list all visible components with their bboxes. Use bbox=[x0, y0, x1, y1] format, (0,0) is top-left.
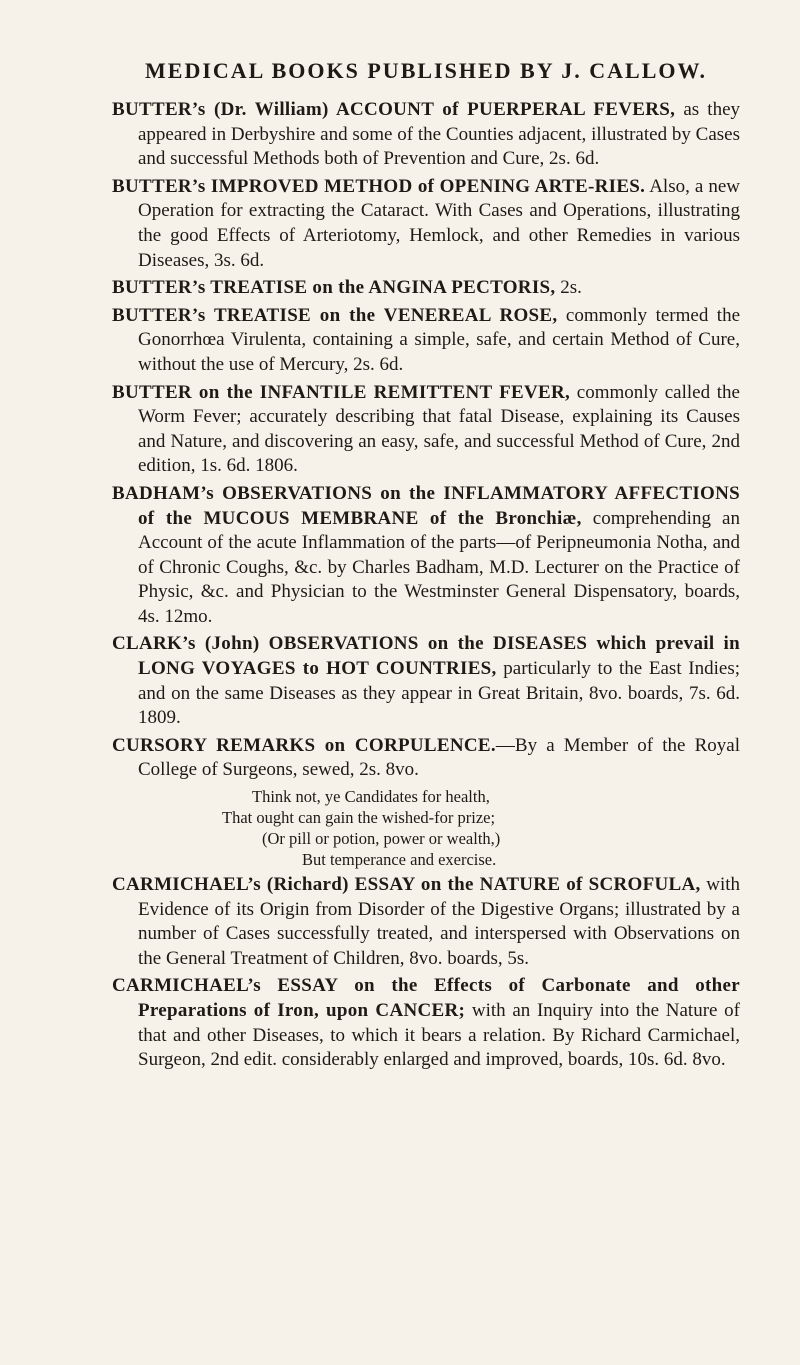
entry-title: CLARK’s (John) OBSERVATIONS on the DISEASES which prevail in LONG VOYAGES to HOT COUNTRIES, bbox=[112, 633, 740, 680]
verse-line: (Or pill or potion, power or wealth,) bbox=[262, 829, 501, 849]
entry-body: commonly termed the Gonorrhœa Virulenta, containing a simple, safe, and certain Method of Cure, without the use of Mercury, 2s. 6d. bbox=[138, 304, 740, 375]
catalogue-entry bbox=[112, 98, 740, 172]
entry-body: 2s. bbox=[555, 277, 582, 299]
entry-title: CARMICHAEL’s (Richard) ESSAY on the NATURE of SCROFULA, bbox=[112, 874, 701, 896]
catalogue-entry bbox=[112, 482, 740, 630]
entry-title: BUTTER’s TREATISE on the ANGINA PECTORIS, bbox=[112, 277, 556, 299]
entry-title: BADHAM’s OBSERVATIONS on the INFLAMMATORY AFFECTIONS of the MUCOUS MEMBRANE of the Bronchiæ, bbox=[112, 482, 740, 529]
catalogue-list bbox=[112, 98, 740, 1073]
catalogue-entry bbox=[112, 734, 740, 783]
entry-title: BUTTER’s IMPROVED METHOD of OPENING ARTE-RIES. bbox=[112, 175, 646, 197]
catalogue-entry bbox=[112, 974, 740, 1072]
entry-title: BUTTER’s (Dr. William) ACCOUNT of PUERPERAL FEVERS, bbox=[112, 99, 676, 120]
running-head: MEDICAL BOOKS PUBLISHED BY J. CALLOW. bbox=[145, 58, 707, 83]
entry-title: CURSORY REMARKS on CORPULENCE. bbox=[112, 734, 496, 756]
entry-body: —By a Member of the Royal College of Surgeons, sewed, 2s. 8vo. bbox=[138, 734, 740, 781]
catalogue-entry bbox=[112, 304, 740, 378]
verse-line: That ought can gain the wished-for prize; bbox=[222, 808, 496, 828]
entry-body: Also, a new Operation for extracting the Cataract. With Cases and Operations, illustrating the good Effects of Arteriotomy, Hemlock, and other Remedies in various Diseases, 3s. 6d. bbox=[138, 175, 740, 271]
entry-body: with an Inquiry into the Nature of that and other Diseases, to which it bears a relation. By Richard Carmichael, Surgeon, 2nd edit. considerably enlarged and improved, boards, 10s. 6d. 8vo. bbox=[138, 1000, 740, 1071]
catalogue-entry bbox=[112, 632, 740, 730]
entry-body: comprehending an Account of the acute Inflammation of the parts—of Peripneumonia Notha, and of Chronic Coughs, &c. by Charles Badham, M.D. Lecturer on the Practice of Physic, &c. and Physician to the Westminster General Dispensatory, boards, 4s. 12mo. bbox=[138, 507, 740, 627]
entry-title: CARMICHAEL’s ESSAY on the Effects of Carbonate and other Preparations of Iron, upon CANCER; bbox=[112, 975, 740, 1021]
catalogue-entry bbox=[112, 873, 740, 971]
entry-title: BUTTER on the INFANTILE REMITTENT FEVER, bbox=[112, 381, 571, 403]
catalogue-entry bbox=[112, 381, 740, 479]
catalogue-entry bbox=[112, 175, 740, 273]
catalogue-entry bbox=[112, 276, 740, 301]
entry-body: as they appeared in Derbyshire and some of the Counties adjacent, illustrated by Cases and successful Methods both of Prevention and Cure, 2s. 6d. bbox=[138, 99, 740, 170]
verse-line: Think not, ye Candidates for health, bbox=[252, 787, 490, 807]
entry-body: commonly called the Worm Fever; accurately describing that fatal Disease, explaining its Causes and Nature, and discovering an easy, safe, and successful Method of Cure, 2nd edition, 1s. 6d. 1806. bbox=[138, 381, 740, 477]
entry-body: particularly to the East Indies; and on the same Diseases as they appear in Great Britain, 8vo. boards, 7s. 6d. 1809. bbox=[138, 658, 740, 729]
verse-line: But temperance and exercise. bbox=[302, 850, 497, 870]
entry-title: BUTTER’s TREATISE on the VENEREAL ROSE, bbox=[112, 304, 558, 326]
entry-body: with Evidence of its Origin from Disorder of the Digestive Organs; illustrated by a number of Cases successfully treated, and interspersed with Observations on the General Treatment of Children, 8vo. boards, 5s. bbox=[138, 874, 740, 969]
epigraph-verse bbox=[112, 786, 740, 870]
